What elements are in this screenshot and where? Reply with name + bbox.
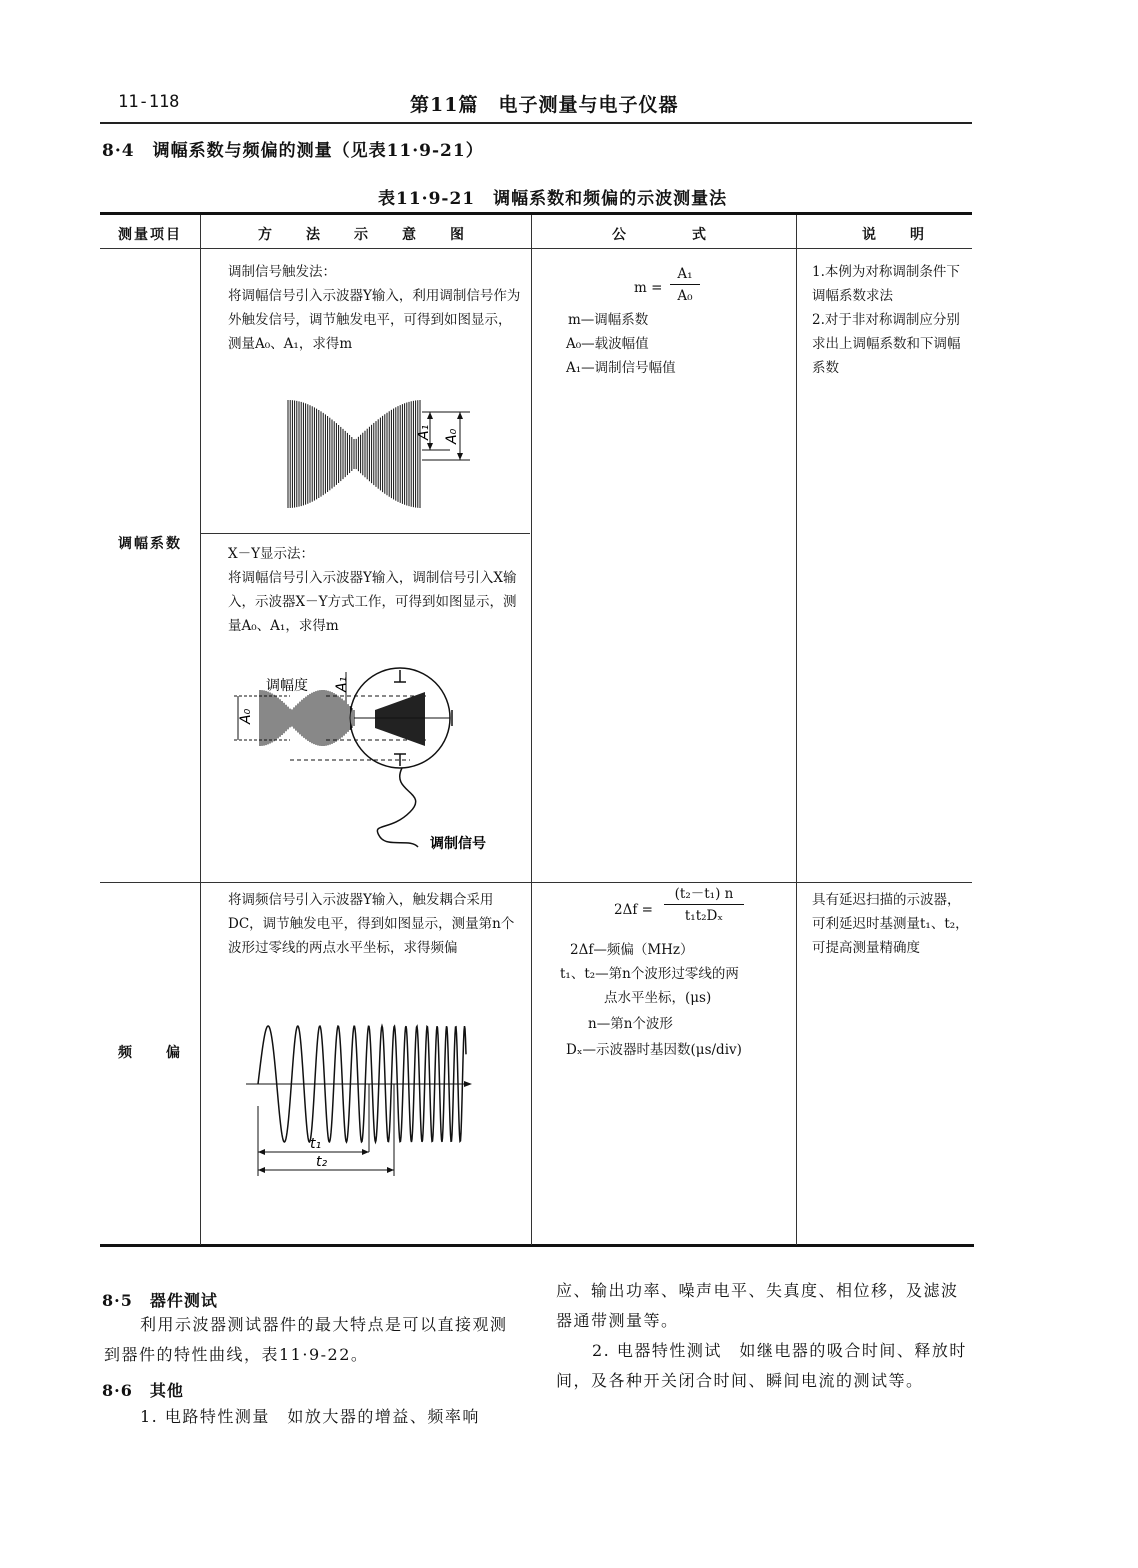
am-envelope-figure xyxy=(280,398,480,516)
fig1-label-a1: A₁ xyxy=(416,424,432,440)
table-caption: 表11·9-21 调幅系数和频偏的示波测量法 xyxy=(378,189,728,209)
col-divider-2 xyxy=(531,215,532,1245)
fig2-label-mod-signal: 调制信号 xyxy=(430,836,486,852)
xy-display-figure xyxy=(230,662,486,862)
table-header-rule xyxy=(100,248,972,249)
am-notes xyxy=(812,260,972,380)
method-divider-rule xyxy=(200,533,530,534)
xy-method-text: 将调幅信号引入示波器Y输入，调制信号引入X输入，示波器X－Y方式工作，可得到如图显示，测量A₀、A₁，求得m xyxy=(228,570,517,634)
fm-def-3: 点水平坐标，(μs) xyxy=(604,990,712,1006)
fm-def-2: t₁、t₂—第n个波形过零线的两 xyxy=(560,966,739,982)
fm-def-5: Dₓ—示波器时基因数(μs/div) xyxy=(566,1042,742,1058)
table-top-rule xyxy=(100,212,972,215)
fm-def-1: 2Δf—频偏（MHz） xyxy=(570,942,694,958)
header-rule xyxy=(100,122,972,124)
am-def-3: A₁—调制信号幅值 xyxy=(566,360,676,376)
fm-label-t2: t₂ xyxy=(316,1154,328,1170)
section-8-6-item1-cont: 应、输出功率、噪声电平、失真度、相位移，及滤波器通带测量等。 xyxy=(556,1281,959,1330)
section-8-5-heading: 8·5 器件测试 xyxy=(102,1291,218,1310)
trigger-method-block xyxy=(228,260,524,356)
xy-method-block xyxy=(228,542,524,638)
am-def-1: m—调幅系数 xyxy=(568,312,649,328)
table-row-rule xyxy=(100,882,972,883)
fm-formula-denominator: t₁t₂Dₓ xyxy=(684,908,724,924)
item-frequency-deviation: 频 偏 xyxy=(118,1045,182,1061)
am-def-2: A₀—载波幅值 xyxy=(566,336,649,352)
th-formula: 公 式 xyxy=(612,227,708,243)
section-8-6-item2: 2. 电器特性测试 如继电器的吸合时间、释放时间，及各种开关闭合时间、瞬间电流的测试等。 xyxy=(556,1341,967,1390)
fm-method-text: 将调频信号引入示波器Y输入，触发耦合采用DC，调节触发电平，得到如图显示，测量第n个波形过零线的两点水平坐标，求得频偏 xyxy=(228,892,515,956)
section-8-4-heading: 8·4 调幅系数与频偏的测量（见表11·9-21） xyxy=(102,141,484,161)
am-formula-lhs: m = xyxy=(634,280,663,296)
fig2-label-depth: 调幅度 xyxy=(266,678,308,694)
fig1-label-a0: A₀ xyxy=(444,428,460,444)
fm-def-4: n—第n个波形 xyxy=(588,1016,673,1032)
fm-label-t1: t₁ xyxy=(310,1136,322,1152)
am-note-2: 2.对于非对称调制应分别求出上调幅系数和下调幅系数 xyxy=(812,312,961,376)
th-method: 方 法 示 意 图 xyxy=(258,227,466,243)
am-formula-denominator: A₀ xyxy=(677,288,693,304)
col-divider-1 xyxy=(200,215,201,1245)
th-notes: 说 明 xyxy=(862,227,926,243)
fig2-label-a0: A₀ xyxy=(238,708,254,724)
am-note-1: 1.本例为对称调制条件下调幅系数求法 xyxy=(812,264,960,304)
part-title: 第11篇 电子测量与电子仪器 xyxy=(410,94,679,116)
fm-note: 具有延迟扫描的示波器，可利延迟时基测量t₁、t₂，可提高测量精确度 xyxy=(812,892,969,956)
item-am-coefficient: 调幅系数 xyxy=(118,536,182,552)
table-bottom-rule xyxy=(100,1244,974,1247)
fm-waveform-figure xyxy=(240,1010,480,1180)
col-divider-3 xyxy=(796,215,797,1245)
section-8-6-item1: 1. 电路特性测量 如放大器的增益、频率响 xyxy=(140,1407,480,1426)
trigger-method-title: 调制信号触发法： xyxy=(228,264,336,280)
trigger-method-text: 将调幅信号引入示波器Y输入，利用调制信号作为外触发信号，调节触发电平，可得到如图显示，测量A₀、A₁，求得m xyxy=(228,288,521,352)
fig2-label-a1: A₁ xyxy=(334,676,350,692)
section-8-6-heading: 8·6 其他 xyxy=(102,1381,184,1400)
section-8-5-text: 利用示波器测试器件的最大特点是可以直接观测到器件的特性曲线，表11·9-22。 xyxy=(104,1315,508,1364)
page-number: 11-118 xyxy=(118,92,180,112)
fm-formula-lhs: 2Δf = xyxy=(614,902,653,918)
am-formula-numerator: A₁ xyxy=(670,264,700,285)
th-item: 测量项目 xyxy=(118,227,182,243)
fm-formula-numerator: (t₂－t₁) n xyxy=(664,884,744,905)
xy-method-title: X－Y显示法： xyxy=(228,546,315,562)
